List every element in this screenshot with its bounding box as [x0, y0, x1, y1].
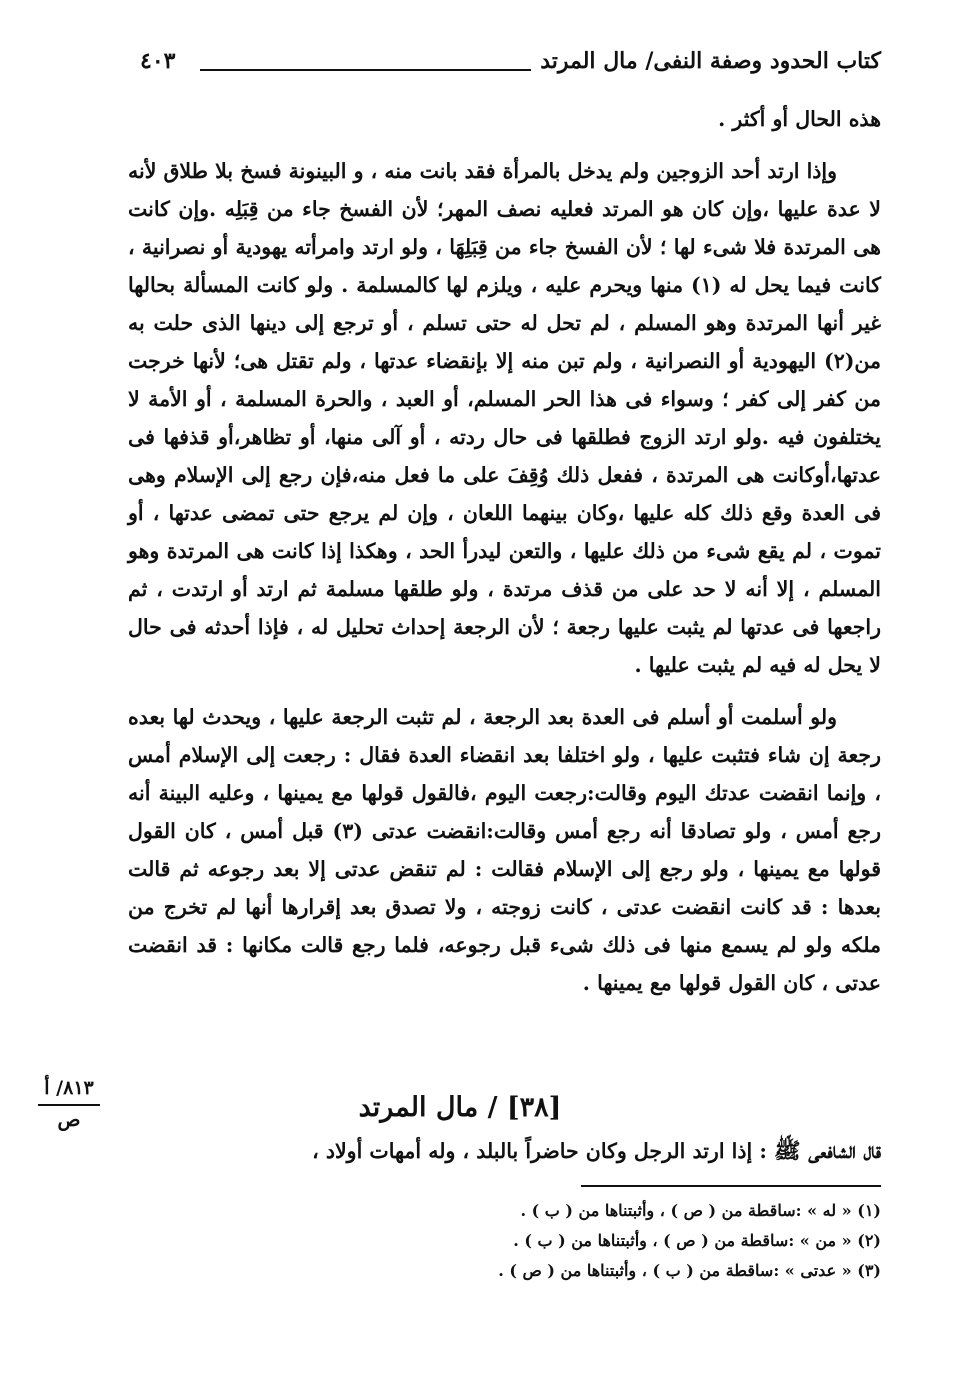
footnote-2: (٢) « من » :ساقطة من ( ص ) ، وأثبتناها من ( ب ) . [513, 1231, 881, 1250]
footnote-1: (١) « له » :ساقطة من ( ص ) ، وأثبتناها من ( ب ) . [520, 1201, 881, 1220]
header-rule [200, 69, 531, 71]
margin-ref-folio: ٨١٣/ أ [44, 1077, 94, 1099]
main-text [128, 100, 881, 1002]
paragraph-2: ولو أسلمت أو أسلم فى العدة بعد الرجعة ، لم تثبت الرجعة عليها ، ويحدث لها بعده رجعة إن شاء فتثبت عليها ، ولو اختلفا بعد انقضاء العدة فقال : رجعت إلى الإسلام أمس ، وإنما انقضت عدتك اليوم وقالت:رجعت اليوم ،فالقول قولها مع يمينها ، وعليه البينة أنه رجع أمس ، ولو تصادقا أنه رجع أمس وقالت:انقضت عدتى (٣) قبل أمس ، كان القول قولها مع يمينها ، ولو رجع إلى الإسلام فقالت : لم تنقض عدتى إلا بعد رجوعه ثم قالت بعدها : قد كانت انقضت عدتى ، كانت زوجته ، ولا تصدق بعد إقرارها أنها لم تخرج من ملكه ولو لم يسمع منها فى ذلك شىء قبل رجوعه، فلما رجع قالت مكانها : قد انقضت عدتى ، كان القول قولها مع يمينها . [128, 705, 881, 995]
margin-ref-siglum: ص [57, 1109, 81, 1131]
continuation-line: هذه الحال أو أكثر . [718, 107, 881, 131]
footnotes [400, 1196, 881, 1286]
section-paragraph [128, 1132, 881, 1170]
running-header [140, 48, 881, 88]
section-text: : إذا ارتد الرجل وكان حاضراً بالبلد ، وله أمهات أولاد ، [312, 1139, 775, 1163]
footnote-3: (٣) « عدتى » :ساقطة من ( ب ) ، وأثبتناها من ( ص ) . [498, 1261, 881, 1280]
section-speaker: قال الشافعى ﷺ [774, 1138, 881, 1164]
margin-manuscript-ref [38, 1074, 100, 1134]
footnote-rule [581, 1185, 881, 1187]
header-title: كتاب الحدود وصفة النفى/ مال المرتد [540, 48, 881, 74]
paragraph-1: وإذا ارتد أحد الزوجين ولم يدخل بالمرأة فقد بانت منه ، و البينونة فسخ بلا طلاق لأنه لا عدة عليها ،وإن كان هو المرتد فعليه نصف المهر؛ لأن الفسخ جاء من قِبَلِه .وإن كانت هى المرتدة فلا شىء لها ؛ لأن الفسخ جاء من قِبَلِهَا ، ولو ارتد وامرأته يهودية أو نصرانية ، كانت فيما يحل له (١) منها ويحرم عليه ، ويلزم لها كالمسلمة . ولو كانت المسألة بحالها غير أنها المرتدة وهو المسلم ، لم تحل له حتى تسلم ، أو ترجع إلى دينها الذى حلت به من(٢) اليهودية أو النصرانية ، ولم تبن منه إلا بإنقضاء عدتها ، ولم تقتل هى؛ لأنها خرجت من كفر إلى كفر ؛ وسواء فى هذا الحر المسلم، أو العبد ، والحرة المسلمة ، أو الأمة لا يختلفون فيه .ولو ارتد الزوج فطلقها فى حال ردته ، أو آلى منها، أو تظاهر،أو قذفها فى عدتها،أوكانت هى المرتدة ، ففعل ذلك وُقِفَ على ما فعل منه،فإن رجع إلى الإسلام وهى فى العدة وقع ذلك كله عليها ،وكان بينهما اللعان ، وإن لم يرجع حتى تمضى عدتها ، أو تموت ، لم يقع شىء من ذلك عليها ، والتعن ليدرأ الحد ، وهكذا إذا كانت هى المرتدة وهو المسلم ، إلا أنه لا حد على من قذف مرتدة ، ولو طلقها مسلمة ثم ارتد أو ارتدت ، ثم راجعها فى عدتها لم يثبت عليها رجعة ؛ لأن الرجعة إحداث تحليل له ، فإذا أحدثه فى حال لا يحل له فيه لم يثبت عليها . [128, 159, 881, 677]
page-number: ٤٠٣ [140, 48, 176, 74]
section-title: [٣٨] / مال المرتد [358, 1092, 562, 1123]
